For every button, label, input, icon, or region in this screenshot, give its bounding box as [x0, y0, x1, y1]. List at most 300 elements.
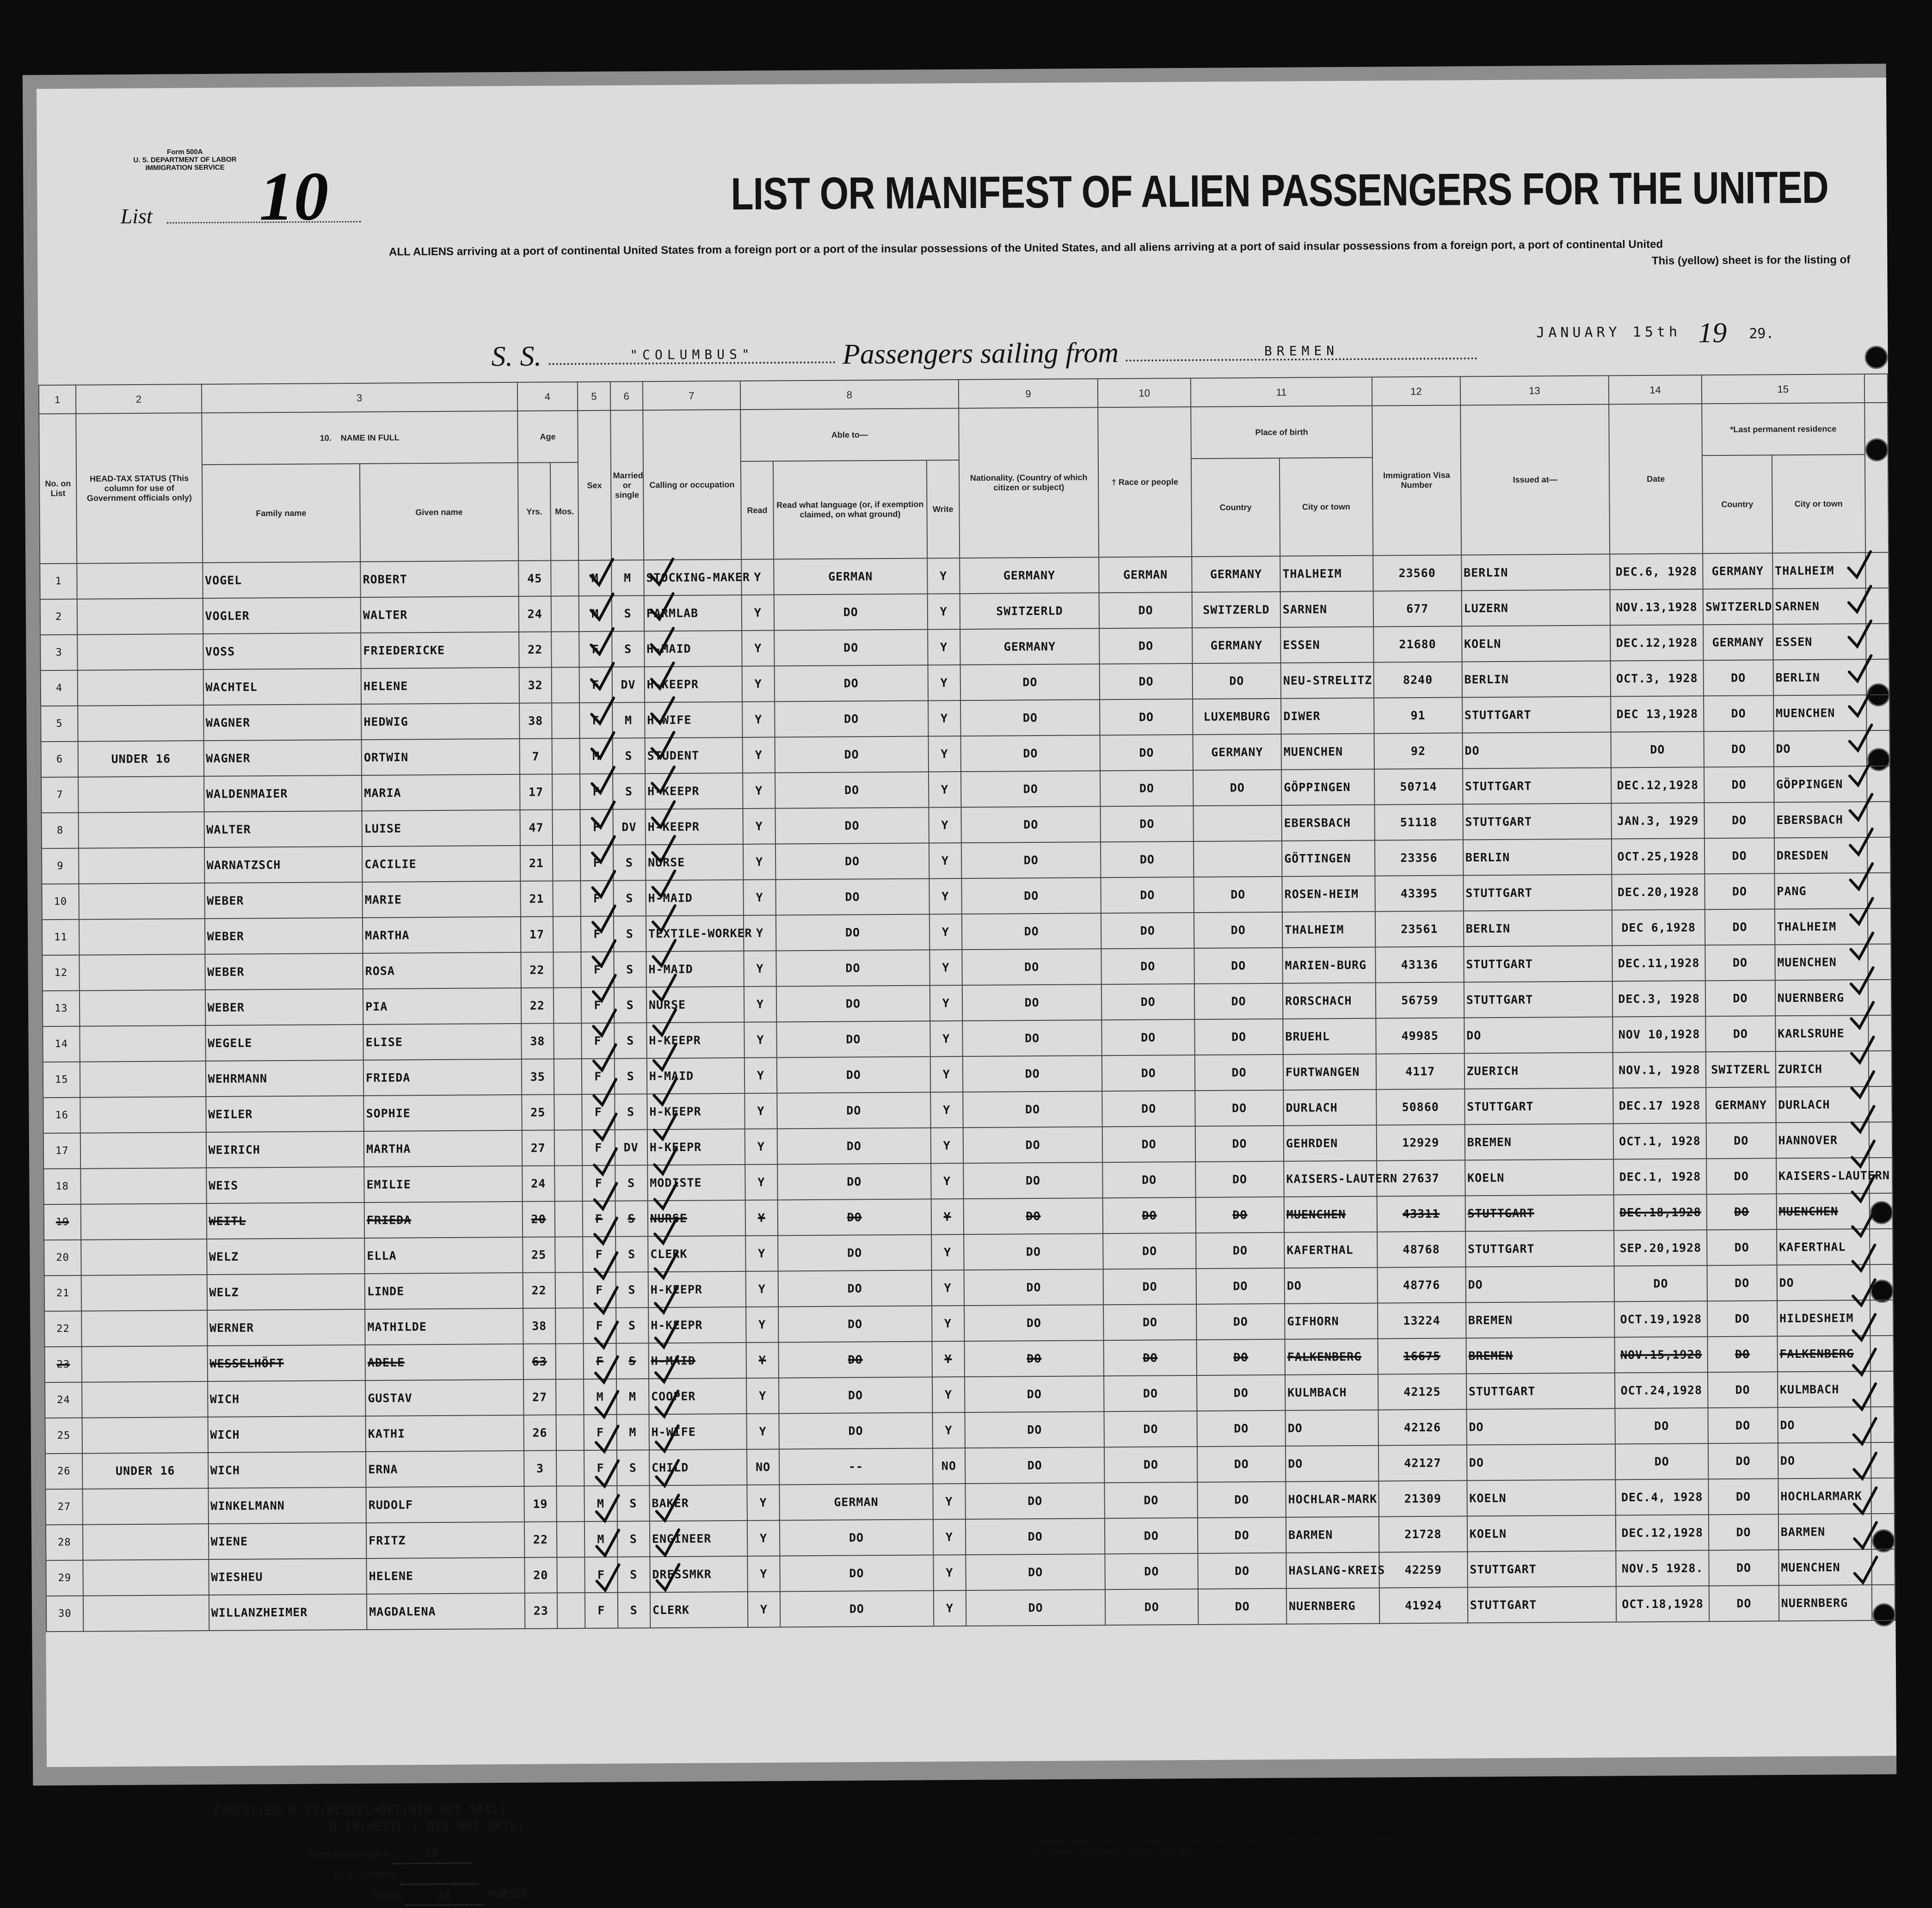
check-mark: [655, 1287, 677, 1313]
cell-write: Y: [933, 1484, 966, 1519]
cell-yrs: 47: [520, 810, 553, 845]
cell-bcity: THALHEIM: [1282, 912, 1375, 948]
cell-date: DEC.20,1928: [1612, 874, 1705, 910]
cell-read: Y: [746, 1342, 779, 1378]
cell-date: DEC.11,1928: [1612, 945, 1705, 981]
cell-visa: 13224: [1378, 1302, 1466, 1338]
header-head-tax: HEAD-TAX STATUS (This column for use of Government officials only): [76, 413, 203, 564]
us-citizens-label: U. S. citizens: [334, 1868, 397, 1881]
cell-ms: S: [617, 1557, 650, 1592]
ss-label: S. S.: [491, 340, 542, 373]
cell-rcity: EBERSBACH: [1774, 802, 1867, 838]
cell-family: WEBER: [204, 918, 363, 954]
cell-bcountry: DO: [1194, 983, 1283, 1019]
cell-rcountry: DO: [1708, 1407, 1778, 1443]
cell-bcity: KAFERTHAL: [1284, 1232, 1377, 1268]
cell-issued: BREMEN: [1466, 1301, 1615, 1338]
cell-read: Y: [744, 987, 777, 1022]
cell-rcountry: GERMANY: [1703, 624, 1773, 660]
cell-bcity: MARIEN-BURG: [1282, 947, 1375, 983]
form-number: Form 500A: [166, 148, 203, 156]
cell-bcountry: DO: [1197, 1339, 1285, 1375]
cell-rcountry: SWITZERL: [1706, 1051, 1776, 1087]
cell-write: Y: [929, 985, 962, 1021]
header-last-residence: *Last permanent residence: [1702, 403, 1864, 455]
check-mark: [594, 1114, 616, 1140]
cell-nat: SWITZERLD: [960, 593, 1100, 629]
cell-bcountry: DO: [1194, 877, 1282, 913]
cell-lang: DO: [780, 1555, 933, 1591]
manifest-sheet: [37, 78, 1896, 1902]
cell-date: OCT.1, 1928: [1613, 1123, 1706, 1159]
cell-read: Y: [746, 1307, 779, 1343]
cell-yrs: 38: [521, 1023, 554, 1059]
cell-write: Y: [932, 1412, 965, 1448]
cell-bcountry: DO: [1194, 912, 1282, 948]
check-mark: [1850, 794, 1872, 820]
cell-lang: DO: [775, 843, 929, 879]
cell-family: WELZ: [207, 1274, 365, 1310]
cell-issued: STUTTGART: [1463, 803, 1612, 840]
cell-visa: 50714: [1374, 768, 1463, 804]
cell-sex: F: [579, 632, 612, 667]
cell-lang: GERMAN: [774, 558, 927, 595]
check-mark: [656, 1391, 678, 1417]
header-given-name: Given name: [360, 463, 518, 562]
cell-race: GERMAN: [1099, 557, 1192, 593]
cell-sex: F: [585, 1557, 618, 1593]
sailing-label: Passengers sailing from: [842, 337, 1119, 370]
cell-no: 28: [46, 1525, 83, 1560]
cell-given: MARTHA: [364, 1130, 522, 1167]
cell-write: Y: [930, 1056, 963, 1092]
cell-family: WICH: [208, 1380, 366, 1417]
check-mark: [655, 1322, 677, 1347]
cell-nat: DO: [962, 949, 1101, 985]
cell-write: Y: [933, 1555, 966, 1590]
cell-yrs: 22: [523, 1272, 555, 1308]
cell-rcountry: DO: [1704, 873, 1774, 909]
year-prefix: 19: [1698, 317, 1727, 349]
cell-rcity: KAFERTHAL: [1777, 1229, 1870, 1265]
check-mark: [1854, 1453, 1876, 1479]
purser-label: PURSER: [487, 1887, 528, 1901]
cell-no: 14: [43, 1026, 80, 1062]
cell-date: NOV.15,1928: [1615, 1337, 1708, 1373]
cell-lang: DO: [777, 1056, 930, 1093]
check-mark: [1850, 829, 1872, 854]
cell-write: Y: [931, 1234, 964, 1270]
cell-yrs: 22: [519, 632, 552, 667]
cell-lang: DO: [775, 736, 929, 773]
cell-nat: DO: [963, 1162, 1103, 1199]
cell-visa: 50860: [1376, 1089, 1464, 1125]
cell-bcity: DO: [1285, 1410, 1378, 1446]
cell-issued: STUTTGART: [1463, 874, 1612, 911]
cell-race: DO: [1102, 1126, 1195, 1162]
cell-bcity: KULMBACH: [1285, 1374, 1378, 1411]
cell-visa: 51118: [1374, 804, 1463, 840]
cell-lang: DO: [775, 772, 929, 808]
cell-visa: 677: [1373, 590, 1462, 626]
cell-nat: GERMANY: [960, 557, 1099, 594]
check-mark: [654, 1148, 677, 1174]
cell-issued: BERLIN: [1464, 910, 1612, 946]
check-mark: [591, 559, 613, 585]
cell-occ: CHILD: [649, 1449, 747, 1485]
cell-family: WILLANZHEIMER: [209, 1594, 367, 1631]
cell-issued: BREMEN: [1464, 1123, 1613, 1160]
cell-race: DO: [1099, 628, 1192, 664]
cell-rcity: KULMBACH: [1778, 1371, 1870, 1407]
check-mark: [651, 628, 673, 654]
cell-occ: H-MAID: [647, 1058, 744, 1094]
cell-write: Y: [927, 594, 960, 629]
cell-nat: DO: [960, 664, 1100, 700]
cell-read: Y: [744, 1129, 777, 1165]
cell-rcountry: DO: [1704, 695, 1773, 731]
cell-write: Y: [927, 558, 960, 594]
cell-issued: STUTTGART: [1464, 1088, 1613, 1124]
cell-race: DO: [1101, 806, 1194, 842]
cell-rcountry: DO: [1708, 1443, 1778, 1479]
check-mark: [654, 1183, 677, 1209]
cell-family: WAGNER: [203, 704, 362, 741]
cell-race: DO: [1103, 1269, 1196, 1305]
cell-write: Y: [929, 878, 962, 914]
cell-race: DO: [1099, 592, 1192, 628]
cell-bcity: DO: [1285, 1268, 1378, 1304]
cell-rcity: NUERNBERG: [1779, 1585, 1872, 1621]
cell-nat: DO: [963, 1091, 1102, 1128]
check-mark: [1849, 725, 1871, 750]
cell-occ: H-MAID: [648, 1343, 746, 1379]
cell-date: DEC.1, 1928: [1613, 1159, 1706, 1195]
cell-lang: DO: [774, 594, 928, 631]
cell-read: Y: [743, 880, 776, 915]
cell-issued: KOELN: [1467, 1479, 1616, 1516]
cell-read: Y: [745, 1200, 778, 1236]
check-mark: [652, 871, 675, 896]
cell-rcity: DO: [1773, 730, 1866, 767]
cell-rcity: DO: [1777, 1264, 1870, 1301]
cell-given: ELLA: [364, 1237, 523, 1274]
cell-issued: BERLIN: [1463, 839, 1612, 875]
cell-date: OCT.24,1928: [1615, 1372, 1708, 1408]
cell-rcountry: DO: [1706, 1123, 1776, 1159]
cell-rcountry: GERMANY: [1703, 553, 1772, 589]
cell-date: DO: [1611, 731, 1704, 767]
cell-occ: DRESSMKR: [650, 1556, 747, 1592]
cell-date: DO: [1615, 1408, 1708, 1444]
cell-lang: DO: [778, 1306, 932, 1342]
total-passengers-value: 28: [392, 1843, 471, 1865]
cell-no: 4: [41, 670, 78, 706]
cell-sex: F: [581, 988, 614, 1023]
cell-ms: S: [614, 987, 646, 1023]
cell-given: MARTHA: [363, 917, 521, 953]
cell-race: DO: [1103, 1233, 1196, 1269]
cell-given: HELENE: [366, 1558, 524, 1594]
cell-occ: H-KEEPR: [647, 1129, 745, 1165]
name-in-full-label: NAME IN FULL: [340, 432, 400, 442]
cell-visa: 8240: [1373, 662, 1462, 698]
cell-nat: DO: [961, 771, 1101, 807]
cell-lang: DO: [776, 1021, 930, 1057]
cell-date: DO: [1614, 1265, 1707, 1301]
cell-read: Y: [742, 702, 775, 737]
cell-bcountry: DO: [1198, 1482, 1286, 1518]
cell-read: Y: [744, 1093, 777, 1129]
cell-sex: F: [580, 845, 613, 881]
cell-visa: 91: [1374, 697, 1462, 733]
cell-family: WICH: [208, 1452, 366, 1488]
cell-write: Y: [929, 807, 961, 843]
name-prefix: 10.: [320, 433, 332, 443]
cell-write: Y: [928, 629, 960, 665]
check-mark: [657, 1495, 679, 1521]
cell-given: FRIEDERICKE: [361, 632, 519, 669]
cell-sex: F: [583, 1272, 616, 1308]
cell-race: DO: [1101, 984, 1194, 1020]
check-mark: [1852, 1072, 1874, 1097]
check-mark: [592, 767, 614, 793]
cell-lang: DO: [775, 807, 929, 844]
cell-bcountry: DO: [1197, 1446, 1286, 1482]
cell-ms: S: [615, 1165, 648, 1201]
cell-sex: F: [580, 810, 613, 845]
cell-no: 30: [46, 1596, 84, 1632]
cell-visa: 23356: [1375, 840, 1463, 876]
cancellation-note: [214, 1801, 525, 1836]
cell-yrs: 24: [518, 596, 551, 632]
header-birth-country: Country: [1191, 458, 1280, 557]
check-mark: [591, 698, 614, 724]
cell-visa: 48768: [1377, 1231, 1465, 1267]
cell-bcountry: DO: [1198, 1589, 1286, 1625]
cell-write: Y: [932, 1377, 965, 1412]
check-mark: [1851, 933, 1873, 958]
footnote-races: † List of races will be found on the back of this sheet.: [1028, 1847, 1197, 1858]
cell-sex: F: [581, 952, 614, 988]
header-read: Read: [741, 461, 774, 559]
subtitle-line-1: ALL ALIENS arriving at a port of continental United States from a foreign port or a port of the insular possessions of the United States, and all aliens arriving at a port of said insular possessions from a foreign port, a port of continental United: [389, 238, 1663, 258]
cell-no: 11: [42, 920, 80, 955]
cell-bcity: DO: [1286, 1446, 1378, 1482]
cell-sex: F: [582, 1166, 615, 1201]
aliens-label: Aliens: [371, 1889, 402, 1901]
cell-write: Y: [930, 1021, 963, 1056]
check-mark: [1851, 898, 1873, 924]
ship-name: "COLUMBUS": [548, 346, 835, 365]
cell-rcountry: GERMANY: [1706, 1087, 1776, 1123]
cell-rcountry: DO: [1705, 909, 1775, 945]
cell-issued: ZUERICH: [1464, 1052, 1613, 1089]
col-num: 8: [740, 380, 959, 410]
aliens-value: 28: [405, 1884, 483, 1906]
cell-family: VOGLER: [203, 597, 361, 634]
cell-lang: DO: [777, 1128, 931, 1164]
cell-issued: BERLIN: [1462, 661, 1611, 697]
cell-rcountry: DO: [1704, 767, 1774, 803]
cell-bcity: GÖPPINGEN: [1281, 769, 1374, 805]
check-mark: [1852, 1141, 1874, 1166]
cell-occ: STOCKING-MAKER: [644, 559, 741, 595]
cell-bcountry: DO: [1194, 1019, 1283, 1055]
cell-date: OCT.3, 1928: [1611, 660, 1704, 696]
cell-rcountry: DO: [1707, 1229, 1777, 1265]
cell-race: DO: [1104, 1340, 1197, 1376]
cell-bcity: GIFHORN: [1285, 1303, 1378, 1339]
cell-race: DO: [1101, 948, 1194, 984]
cell-visa: 92: [1374, 733, 1462, 769]
cell-read: Y: [746, 1413, 779, 1449]
check-mark: [1849, 690, 1871, 716]
cell-family: WEBER: [204, 882, 363, 919]
cell-given: FRITZ: [366, 1522, 524, 1558]
cell-issued: DO: [1462, 732, 1611, 768]
subtitle-line-2: This (yellow) sheet is for the listing of: [1651, 253, 1851, 267]
cell-date: OCT.25,1928: [1612, 838, 1704, 874]
departure-port: BREMEN: [1126, 342, 1477, 362]
header-married: Married or single: [610, 410, 644, 560]
cell-no: 9: [42, 848, 79, 884]
cell-lang: DO: [774, 630, 928, 666]
check-mark: [597, 1565, 619, 1590]
cell-bcity: DURLACH: [1283, 1090, 1376, 1126]
cell-sex: F: [582, 1130, 615, 1166]
cell-bcountry: GERMANY: [1193, 734, 1281, 770]
cell-no: 25: [45, 1418, 83, 1454]
cell-read: Y: [744, 915, 776, 951]
header-visa: Immigration Visa Number: [1372, 405, 1461, 555]
cell-bcountry: DO: [1197, 1375, 1285, 1411]
cell-date: DEC 6,1928: [1612, 909, 1705, 945]
cell-rcity: FALKENBERG: [1777, 1336, 1870, 1372]
check-mark: [596, 1461, 618, 1486]
cell-family: WEILER: [206, 1096, 364, 1132]
cell-lang: DO: [776, 985, 930, 1022]
cell-given: ORTWIN: [362, 739, 520, 775]
cell-issued: STUTTGART: [1468, 1586, 1617, 1623]
cell-visa: 4117: [1376, 1053, 1464, 1089]
check-mark: [1849, 621, 1871, 646]
cell-bcountry: DO: [1196, 1268, 1285, 1304]
cell-yrs: 27: [522, 1130, 554, 1166]
cell-read: Y: [746, 1378, 779, 1413]
cell-visa: 27637: [1377, 1160, 1465, 1196]
check-mark: [593, 975, 615, 1001]
col-num: 15: [1702, 374, 1864, 404]
cell-occ: H-KEEPR: [645, 773, 743, 809]
col-num: 3: [201, 382, 517, 413]
cell-yrs: 22: [524, 1521, 557, 1557]
us-citizens-value: -: [400, 1864, 478, 1885]
cell-family: WESSELHÖFT: [207, 1345, 365, 1381]
cell-issued: STUTTGART: [1464, 981, 1613, 1018]
cell-occ: H-KEEPR: [647, 1093, 744, 1129]
cell-visa: 42127: [1378, 1445, 1467, 1481]
cell-nat: DO: [961, 842, 1101, 878]
cell-read: Y: [745, 1271, 778, 1307]
cell-yrs: 21: [520, 881, 553, 916]
cell-ms: S: [614, 951, 646, 987]
cell-write: Y: [929, 772, 961, 807]
cell-family: WALTER: [204, 811, 362, 847]
cell-rcountry: DO: [1704, 731, 1774, 767]
cell-given: HEDWIG: [361, 703, 519, 740]
cell-occ: H-WIFE: [645, 702, 742, 738]
cell-bcountry: DO: [1193, 663, 1281, 699]
cell-yrs: 32: [519, 667, 552, 703]
cell-family: VOSS: [203, 633, 361, 669]
cell-date: DO: [1615, 1443, 1708, 1479]
cell-yrs: 21: [520, 845, 553, 881]
cell-rcountry: DO: [1704, 838, 1774, 874]
cell-nat: DO: [961, 806, 1101, 843]
cell-nat: DO: [964, 1233, 1103, 1270]
cell-occ: CLERK: [650, 1592, 748, 1628]
cell-sex: M: [579, 596, 612, 632]
check-mark: [653, 906, 675, 931]
cell-issued: STUTTGART: [1463, 767, 1612, 804]
cell-occ: H-KEEPR: [646, 1022, 744, 1058]
cell-bcountry: DO: [1195, 1126, 1284, 1162]
cell-given: FRIEDA: [363, 1059, 522, 1096]
cell-read: Y: [744, 951, 776, 987]
cell-lang: DO: [778, 1234, 931, 1271]
check-mark: [1854, 1418, 1876, 1444]
cell-write: Y: [930, 1128, 963, 1163]
cell-date: NOV.13,1928: [1610, 589, 1703, 625]
cell-lang: DO: [776, 878, 929, 915]
cell-no: 26: [45, 1454, 83, 1489]
cell-ms: S: [613, 880, 646, 916]
check-mark: [652, 802, 674, 827]
cell-family: WEGELE: [205, 1025, 363, 1061]
cell-lang: DO: [779, 1412, 933, 1449]
cell-sex: F: [584, 1344, 616, 1379]
check-mark: [653, 940, 675, 966]
cell-visa: 56759: [1376, 982, 1464, 1018]
cell-no: 29: [46, 1560, 83, 1596]
cell-occ: BAKER: [649, 1485, 747, 1521]
cell-bcountry: DO: [1198, 1553, 1286, 1589]
check-mark: [595, 1288, 617, 1313]
cell-ms: S: [614, 1023, 647, 1058]
sailing-date: JANUARY 15th: [1536, 324, 1681, 341]
check-mark: [1853, 1384, 1876, 1409]
check-mark: [1852, 1176, 1874, 1201]
check-mark: [1850, 760, 1872, 785]
cell-sex: F: [579, 703, 612, 738]
cell-bcity: KAISERS-LAUTERN: [1284, 1161, 1377, 1197]
header-age: Age: [517, 411, 578, 463]
cell-bcity: HOCHLAR-MARK: [1286, 1481, 1378, 1517]
cell-date: OCT.19,1928: [1614, 1301, 1707, 1337]
cell-rcity: KARLSRUHE: [1775, 1015, 1868, 1051]
col-num: 11: [1191, 377, 1372, 407]
check-mark: [594, 1045, 616, 1070]
check-mark: [657, 1530, 679, 1555]
cell-bcity: NUERNBERG: [1286, 1588, 1379, 1624]
cell-family: WEHRMANN: [205, 1060, 363, 1097]
cell-ms: S: [616, 1343, 649, 1379]
cell-read: NO: [747, 1449, 780, 1485]
cell-bcountry: DO: [1198, 1517, 1286, 1553]
cell-visa: 12929: [1377, 1124, 1465, 1160]
check-mark: [656, 1460, 678, 1486]
